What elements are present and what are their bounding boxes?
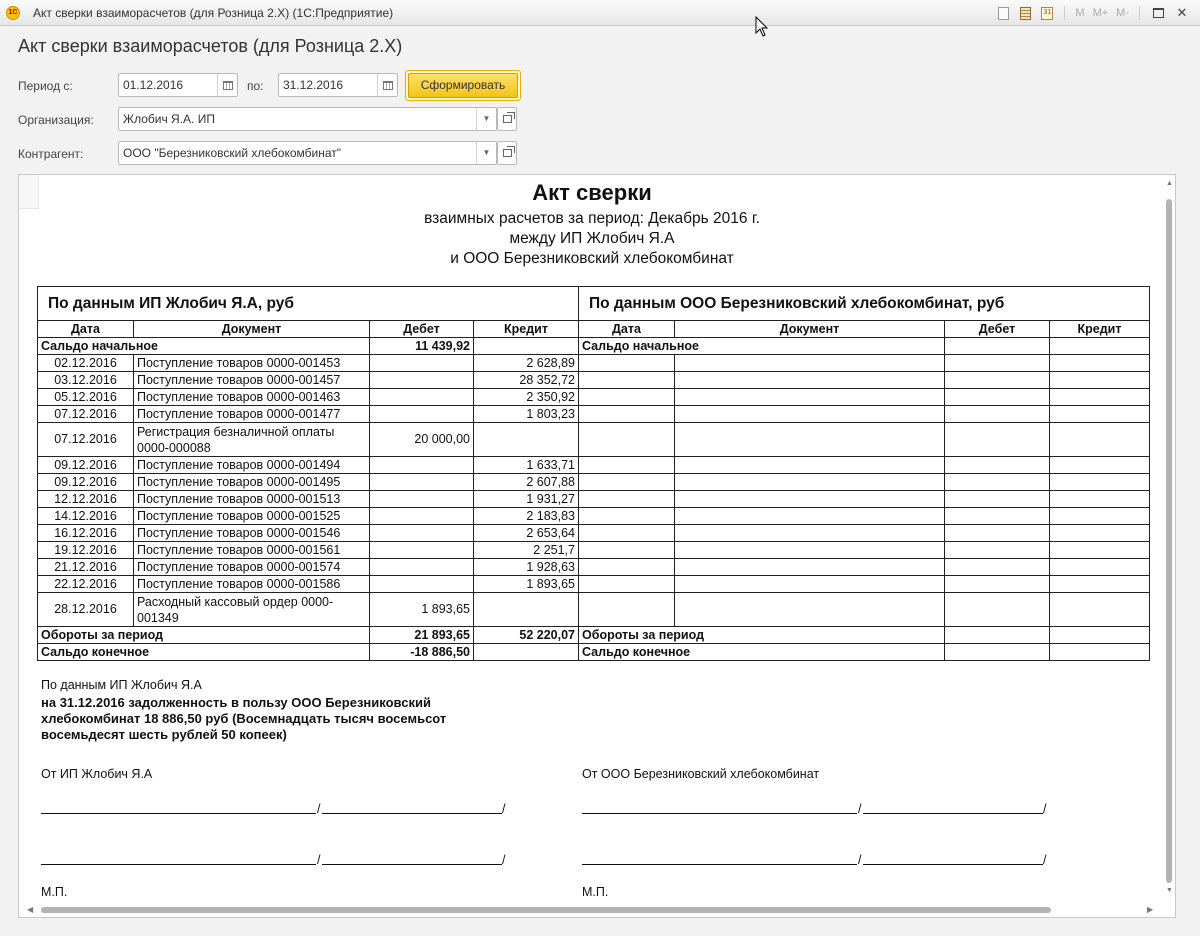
left-party-header: По данным ИП Жлобич Я.А, руб <box>38 287 579 321</box>
period-to-value: 31.12.2016 <box>283 78 344 92</box>
row-date: 14.12.2016 <box>38 508 134 525</box>
memory-m-button[interactable]: M <box>1075 7 1085 19</box>
turnover-credit <box>1050 627 1150 644</box>
turnover-debit <box>945 627 1050 644</box>
row-empty <box>675 491 945 508</box>
row-empty <box>579 389 675 406</box>
table-row <box>38 389 1150 406</box>
turnover-credit: 52 220,07 <box>474 627 579 644</box>
signature-left-label: От ИП Жлобич Я.А <box>41 767 153 781</box>
vertical-scrollbar[interactable] <box>1164 175 1176 903</box>
row-empty <box>1050 474 1150 491</box>
row-empty <box>579 423 675 457</box>
row-empty <box>579 576 675 593</box>
row-date: 28.12.2016 <box>38 593 134 627</box>
turnover-debit: 21 893,65 <box>370 627 474 644</box>
row-debit <box>370 525 474 542</box>
row-empty <box>945 406 1050 423</box>
memory-minus-button[interactable]: M- <box>1116 7 1129 19</box>
row-debit <box>370 559 474 576</box>
row-empty <box>579 372 675 389</box>
row-debit <box>370 406 474 423</box>
col-doc-header: Документ <box>675 321 945 338</box>
row-empty <box>945 372 1050 389</box>
period-from-field[interactable] <box>118 73 238 97</box>
calculator-icon[interactable] <box>1016 4 1034 22</box>
row-empty <box>1050 372 1150 389</box>
table-row <box>38 474 1150 491</box>
opening-balance-label: Сальдо начальное <box>38 338 370 355</box>
counterparty-open-button[interactable] <box>497 141 517 165</box>
table-row <box>38 508 1150 525</box>
generate-button[interactable] <box>405 70 521 101</box>
maximize-icon <box>1153 8 1164 18</box>
row-document: Поступление товаров 0000-001457 <box>134 372 370 389</box>
row-empty <box>675 559 945 576</box>
horizontal-scrollbar[interactable] <box>19 903 1165 917</box>
chevron-down-icon: ▼ <box>482 148 491 157</box>
org-field[interactable] <box>118 107 497 131</box>
row-empty <box>675 525 945 542</box>
row-empty <box>675 508 945 525</box>
form-title: Акт сверки взаиморасчетов (для Розница 2.X) <box>18 36 403 56</box>
period-to-field[interactable] <box>278 73 398 97</box>
org-label: Организация: <box>18 113 94 127</box>
row-empty <box>945 491 1050 508</box>
generate-button-label: Сформировать <box>408 73 518 98</box>
opening-balance-debit <box>945 338 1050 355</box>
row-empty <box>579 593 675 627</box>
row-debit <box>370 457 474 474</box>
row-empty <box>945 593 1050 627</box>
app-logo-icon: 1С <box>6 6 20 20</box>
scroll-right-icon[interactable]: ▶ <box>1147 905 1154 914</box>
row-document: Поступление товаров 0000-001574 <box>134 559 370 576</box>
row-credit: 1 633,71 <box>474 457 579 474</box>
right-party-header: По данным ООО Березниковский хлебокомбинат, руб <box>579 287 1150 321</box>
calendar-icon <box>223 81 233 90</box>
row-empty <box>1050 423 1150 457</box>
row-debit <box>370 491 474 508</box>
row-debit <box>370 389 474 406</box>
table-row <box>38 576 1150 593</box>
signature-line: / / <box>582 851 1052 865</box>
row-document: Поступление товаров 0000-001495 <box>134 474 370 491</box>
row-empty <box>945 542 1050 559</box>
toolbar-separator <box>1139 6 1140 20</box>
counterparty-label: Контрагент: <box>18 147 84 161</box>
row-empty <box>675 372 945 389</box>
scroll-down-icon[interactable]: ▼ <box>1166 887 1173 894</box>
row-date: 09.12.2016 <box>38 474 134 491</box>
row-credit: 1 928,63 <box>474 559 579 576</box>
closing-balance-label: Сальдо конечное <box>38 644 370 661</box>
row-date: 07.12.2016 <box>38 406 134 423</box>
maximize-button[interactable] <box>1148 4 1168 22</box>
row-document: Поступление товаров 0000-001477 <box>134 406 370 423</box>
table-row <box>38 525 1150 542</box>
note-label: По данным ИП Жлобич Я.А <box>41 678 202 692</box>
report-subtitle-and: и ООО Березниковский хлебокомбинат <box>450 250 734 267</box>
period-from-value: 01.12.2016 <box>123 78 184 92</box>
row-document: Поступление товаров 0000-001586 <box>134 576 370 593</box>
col-doc-header: Документ <box>134 321 370 338</box>
closing-balance-debit <box>945 644 1050 661</box>
row-document: Поступление товаров 0000-001525 <box>134 508 370 525</box>
report-document[interactable] <box>18 174 1176 918</box>
opening-balance-credit <box>1050 338 1150 355</box>
row-date: 12.12.2016 <box>38 491 134 508</box>
row-empty <box>945 474 1050 491</box>
row-empty <box>945 389 1050 406</box>
row-empty <box>675 406 945 423</box>
row-date: 16.12.2016 <box>38 525 134 542</box>
row-empty <box>579 457 675 474</box>
col-debit-header: Дебет <box>370 321 474 338</box>
period-from-label: Период с: <box>18 79 73 93</box>
period-to-calendar-button[interactable] <box>377 74 397 96</box>
bookmark-icon[interactable] <box>994 4 1012 22</box>
table-row <box>38 372 1150 389</box>
row-empty <box>945 559 1050 576</box>
col-debit-header: Дебет <box>945 321 1050 338</box>
stamp-place-right: М.П. <box>582 885 609 899</box>
title-bar-tools <box>994 4 1192 22</box>
row-empty <box>675 593 945 627</box>
row-empty <box>1050 457 1150 474</box>
turnover-label: Обороты за период <box>579 627 945 644</box>
period-from-calendar-button[interactable] <box>217 74 237 96</box>
col-date-header: Дата <box>579 321 675 338</box>
opening-balance-credit <box>474 338 579 355</box>
row-debit <box>370 372 474 389</box>
open-icon <box>503 115 512 123</box>
row-date: 02.12.2016 <box>38 355 134 372</box>
signature-line: / / <box>41 800 511 814</box>
toolbar-separator <box>1064 6 1065 20</box>
row-empty <box>1050 389 1150 406</box>
row-debit <box>370 474 474 491</box>
table-row <box>38 491 1150 508</box>
opening-balance-label: Сальдо начальное <box>579 338 945 355</box>
report-title: Акт сверки <box>532 180 652 205</box>
row-empty <box>579 542 675 559</box>
turnover-label: Обороты за период <box>38 627 370 644</box>
table-row <box>38 406 1150 423</box>
row-empty <box>675 389 945 406</box>
row-empty <box>1050 355 1150 372</box>
table-row <box>38 457 1150 474</box>
closing-balance-debit: -18 886,50 <box>370 644 474 661</box>
org-dropdown-button[interactable] <box>476 108 496 130</box>
row-document: Поступление товаров 0000-001561 <box>134 542 370 559</box>
row-empty <box>579 508 675 525</box>
row-debit <box>370 508 474 525</box>
row-credit <box>474 593 579 627</box>
col-date-header: Дата <box>38 321 134 338</box>
signature-line: / / <box>41 851 511 865</box>
row-empty <box>945 355 1050 372</box>
debt-summary: на 31.12.2016 задолженность в пользу ООО Березниковский хлебокомбинат 18 886,50 руб (Восемнадцать тысяч восемьсот восемьдесят шесть рублей 50 копеек) <box>41 695 447 742</box>
scroll-left-icon[interactable]: ◀ <box>27 905 34 914</box>
row-empty <box>1050 525 1150 542</box>
row-credit: 1 931,27 <box>474 491 579 508</box>
calendar-icon[interactable]: 31 <box>1038 4 1056 22</box>
closing-balance-label: Сальдо конечное <box>579 644 945 661</box>
row-empty <box>579 525 675 542</box>
signature-right-label: От ООО Березниковский хлебокомбинат <box>582 767 820 781</box>
chevron-down-icon: ▼ <box>482 114 491 123</box>
row-date: 03.12.2016 <box>38 372 134 389</box>
row-empty <box>675 542 945 559</box>
counterparty-value: ООО "Березниковский хлебокомбинат" <box>123 146 341 160</box>
row-credit: 2 628,89 <box>474 355 579 372</box>
row-empty <box>1050 542 1150 559</box>
table-row <box>38 355 1150 372</box>
row-document: Поступление товаров 0000-001463 <box>134 389 370 406</box>
col-credit-header: Кредит <box>1050 321 1150 338</box>
row-credit: 1 803,23 <box>474 406 579 423</box>
row-credit <box>474 423 579 457</box>
mouse-cursor-icon <box>755 16 769 38</box>
row-empty <box>945 525 1050 542</box>
row-empty <box>675 457 945 474</box>
calendar-icon <box>383 81 393 90</box>
row-empty <box>579 491 675 508</box>
row-document: Поступление товаров 0000-001453 <box>134 355 370 372</box>
row-date: 09.12.2016 <box>38 457 134 474</box>
row-empty <box>945 576 1050 593</box>
table-row <box>38 559 1150 576</box>
row-debit: 1 893,65 <box>370 593 474 627</box>
closing-balance-credit <box>474 644 579 661</box>
opening-balance-debit: 11 439,92 <box>370 338 474 355</box>
row-document: Поступление товаров 0000-001494 <box>134 457 370 474</box>
row-empty <box>675 423 945 457</box>
row-empty <box>1050 406 1150 423</box>
signature-line: / / <box>582 800 1052 814</box>
row-empty <box>1050 559 1150 576</box>
row-credit: 2 653,64 <box>474 525 579 542</box>
row-debit <box>370 355 474 372</box>
row-empty <box>945 457 1050 474</box>
row-credit: 2 183,83 <box>474 508 579 525</box>
row-empty <box>1050 491 1150 508</box>
org-open-button[interactable] <box>497 107 517 131</box>
row-empty <box>675 355 945 372</box>
row-empty <box>945 423 1050 457</box>
row-empty <box>1050 576 1150 593</box>
row-empty <box>579 406 675 423</box>
reconciliation-table <box>37 286 1150 661</box>
row-date: 05.12.2016 <box>38 389 134 406</box>
report-subtitle-period: взаимных расчетов за период: Декабрь 2016 г. <box>424 210 760 227</box>
row-empty <box>1050 593 1150 627</box>
table-row <box>38 593 1150 627</box>
row-document: Регистрация безналичной оплаты 0000-000088 <box>134 423 370 457</box>
row-document: Поступление товаров 0000-001513 <box>134 491 370 508</box>
period-to-label: по: <box>247 79 264 93</box>
row-date: 19.12.2016 <box>38 542 134 559</box>
scroll-up-icon[interactable]: ▲ <box>1166 180 1173 187</box>
table-row <box>38 423 1150 457</box>
row-empty <box>579 355 675 372</box>
window-title: Акт сверки взаиморасчетов (для Розница 2.X) (1С:Предприятие) <box>33 6 394 20</box>
row-credit: 1 893,65 <box>474 576 579 593</box>
row-debit <box>370 576 474 593</box>
counterparty-dropdown-button[interactable] <box>476 142 496 164</box>
row-empty <box>579 474 675 491</box>
row-date: 07.12.2016 <box>38 423 134 457</box>
stamp-place-left: М.П. <box>41 885 68 899</box>
close-button[interactable] <box>1172 4 1192 22</box>
row-credit: 2 350,92 <box>474 389 579 406</box>
table-row <box>38 542 1150 559</box>
row-empty <box>579 559 675 576</box>
row-credit: 2 607,88 <box>474 474 579 491</box>
row-debit <box>370 542 474 559</box>
row-debit: 20 000,00 <box>370 423 474 457</box>
close-icon: ✕ <box>1176 5 1188 20</box>
row-empty <box>675 474 945 491</box>
row-document: Поступление товаров 0000-001546 <box>134 525 370 542</box>
report-subtitle-between: между ИП Жлобич Я.А <box>509 230 675 247</box>
horizontal-scroll-thumb[interactable] <box>41 907 1051 913</box>
vertical-scroll-thumb[interactable] <box>1166 199 1172 883</box>
title-bar <box>0 0 1200 26</box>
row-empty <box>1050 508 1150 525</box>
row-empty <box>945 508 1050 525</box>
row-empty <box>675 576 945 593</box>
open-icon <box>503 149 512 157</box>
closing-balance-credit <box>1050 644 1150 661</box>
row-credit: 2 251,7 <box>474 542 579 559</box>
row-document: Расходный кассовый ордер 0000-001349 <box>134 593 370 627</box>
row-credit: 28 352,72 <box>474 372 579 389</box>
col-credit-header: Кредит <box>474 321 579 338</box>
memory-plus-button[interactable]: M+ <box>1092 7 1109 19</box>
row-date: 21.12.2016 <box>38 559 134 576</box>
counterparty-field[interactable] <box>118 141 497 165</box>
org-value: Жлобич Я.А. ИП <box>123 112 215 126</box>
row-date: 22.12.2016 <box>38 576 134 593</box>
